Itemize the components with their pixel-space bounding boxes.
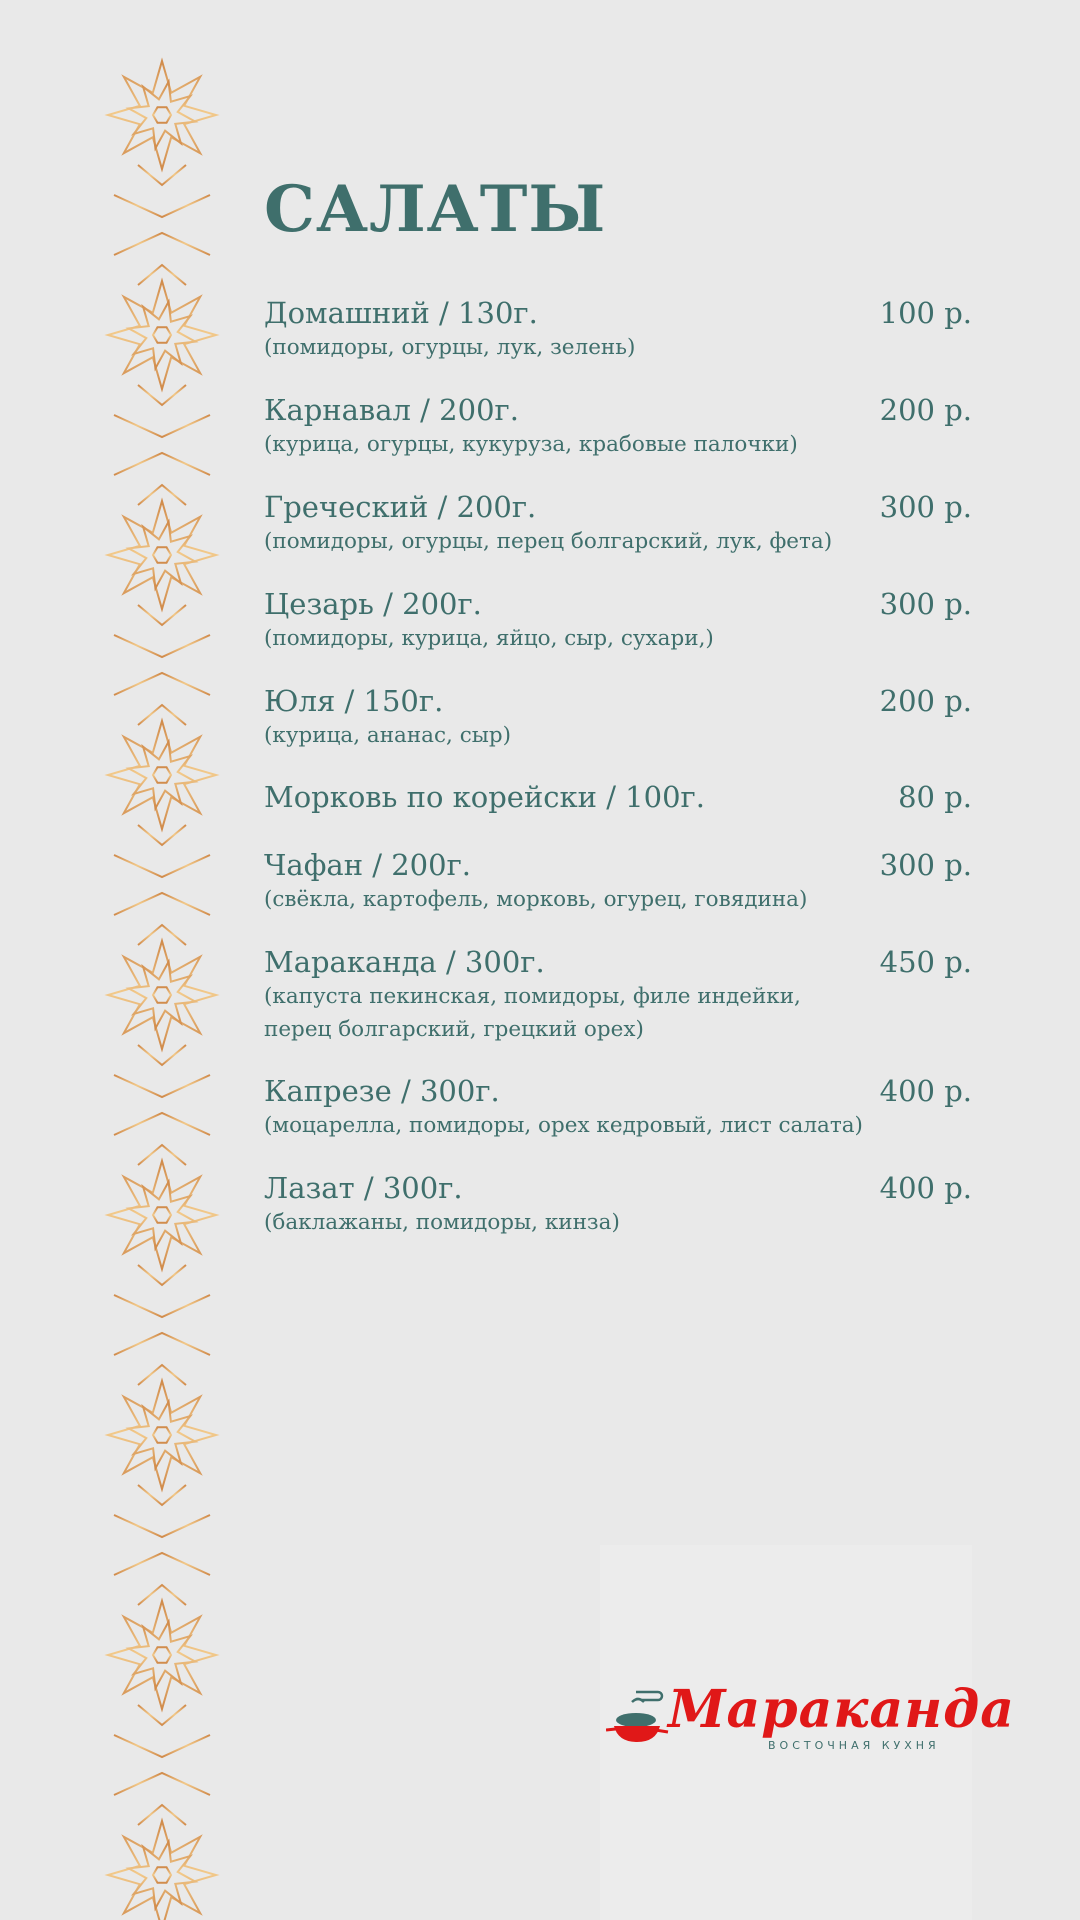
item-price: 300 р. [879, 490, 972, 524]
menu-item [264, 392, 972, 461]
menu-item [264, 586, 972, 655]
item-description: (помидоры, огурцы, перец болгарский, лук, фета) [264, 529, 833, 554]
item-price: 300 р. [879, 587, 972, 621]
item-price: 400 р. [879, 1074, 972, 1108]
menu-item [264, 1170, 972, 1239]
item-name: Юля / 150г. [264, 684, 444, 718]
menu-item [264, 847, 972, 916]
item-description: (свёкла, картофель, морковь, огурец, говядина) [264, 887, 808, 912]
item-price: 400 р. [879, 1171, 972, 1205]
restaurant-logo [606, 1679, 1015, 1770]
item-name: Капрезе / 300г. [264, 1074, 500, 1108]
item-price: 450 р. [879, 945, 972, 979]
item-description: (капуста пекинская, помидоры, филе индейки, перец болгарский, грецкий орех) [264, 984, 801, 1042]
item-name: Морковь по корейски / 100г. [264, 780, 705, 814]
item-name: Лазат / 300г. [264, 1171, 463, 1205]
menu-item [264, 944, 972, 1046]
item-price: 200 р. [879, 684, 972, 718]
item-name: Греческий / 200г. [264, 490, 537, 524]
star-ornament-icon [100, 0, 225, 1920]
menu-item [264, 1073, 972, 1142]
item-price: 200 р. [879, 393, 972, 427]
item-price: 80 р. [898, 780, 972, 814]
menu-item [264, 779, 972, 815]
item-price: 300 р. [879, 848, 972, 882]
menu-item [264, 683, 972, 752]
menu-item [264, 489, 972, 558]
menu-item [264, 295, 972, 364]
item-description: (курица, ананас, сыр) [264, 723, 512, 748]
item-description: (баклажаны, помидоры, кинза) [264, 1210, 620, 1235]
item-price: 100 р. [879, 296, 972, 330]
item-name: Чафан / 200г. [264, 848, 471, 882]
logo-subtitle: ВОСТОЧНАЯ КУХНЯ [768, 1739, 940, 1752]
page-title: САЛАТЫ [264, 172, 607, 247]
item-description: (курица, огурцы, кукуруза, крабовые палочки) [264, 432, 798, 457]
item-name: Карнавал / 200г. [264, 393, 519, 427]
bowl-icon [606, 1690, 670, 1750]
item-name: Цезарь / 200г. [264, 587, 482, 621]
item-name: Мараканда / 300г. [264, 945, 545, 979]
item-description: (помидоры, курица, яйцо, сыр, сухари,) [264, 626, 714, 651]
logo-wordmark: Мараканда [668, 1679, 1015, 1740]
ornament-border [100, 0, 225, 1920]
item-description: (помидоры, огурцы, лук, зелень) [264, 335, 636, 360]
item-description: (моцарелла, помидоры, орех кедровый, лист салата) [264, 1113, 863, 1138]
item-name: Домашний / 130г. [264, 296, 538, 330]
